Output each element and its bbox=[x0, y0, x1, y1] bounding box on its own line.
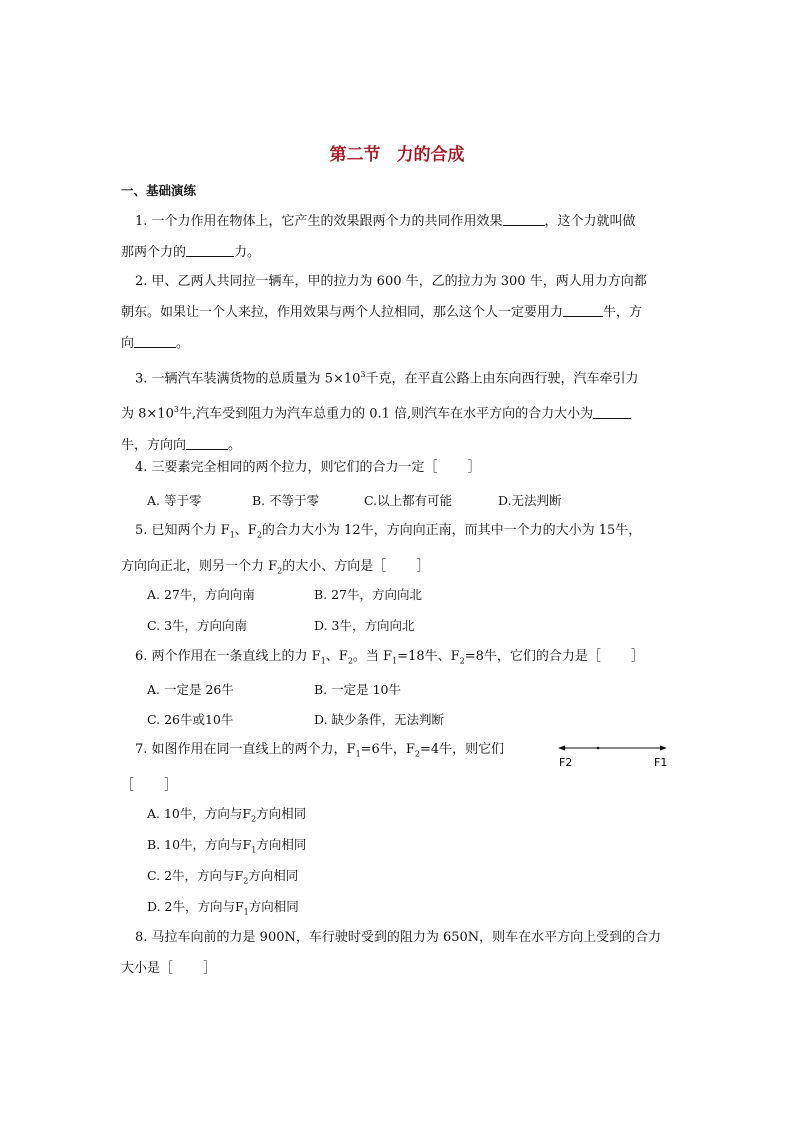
q7-option-d: D. 2牛，方向与$F_1$方向相同 bbox=[147, 899, 299, 917]
q6-text-5: =8牛，它们的合力是［ ］ bbox=[464, 649, 645, 664]
q6-text-3: 。当 F bbox=[352, 649, 393, 664]
q6-text-1: 6. 两个作用在一条直线上的力 F bbox=[135, 649, 321, 664]
q7-sub-1: 1 bbox=[355, 749, 361, 759]
question-7 bbox=[121, 734, 561, 801]
q6-text-4: =18牛、F bbox=[397, 649, 460, 664]
question-3 bbox=[121, 359, 677, 461]
f1-arrowhead bbox=[660, 746, 667, 751]
q5-option-c: C. 3牛，方向向南 bbox=[147, 618, 248, 633]
q2-blank-1 bbox=[563, 302, 603, 317]
q5-sub-3: 2 bbox=[277, 566, 283, 576]
q3-text-1: 3. 一辆汽车装满货物的总质量为 5×10 bbox=[135, 371, 361, 387]
q3-text-5: 牛，方向向 bbox=[121, 437, 187, 453]
q1-text-1: 1. 一个力作用在物体上，它产生的效果跟两个力的共同作用效果 bbox=[135, 214, 503, 229]
q3-exponent-1: 3 bbox=[360, 370, 366, 379]
q4-option-c: C.以上都有可能 bbox=[364, 493, 453, 508]
q6-option-b: B. 一定是 10牛 bbox=[314, 682, 402, 697]
force-diagram bbox=[557, 738, 677, 770]
q5-text-4: 方向向正北，则另一个力 F bbox=[121, 558, 278, 574]
q7-sub-2: 2 bbox=[414, 749, 420, 759]
q1-text-4: 力。 bbox=[234, 245, 261, 260]
page-title bbox=[0, 140, 794, 165]
q8-text-1: 8. 马拉车向前的力是 900N，车行驶时受到的阻力为 650N，则车在水平方向上受到的合力 bbox=[135, 930, 662, 945]
f2-arrowhead bbox=[558, 746, 565, 751]
q3-blank-2 bbox=[186, 435, 228, 450]
f2-label: F2 bbox=[559, 756, 573, 769]
q1-blank-2 bbox=[186, 242, 234, 257]
q3-exponent-2: 3 bbox=[173, 405, 179, 415]
q5-option-d: D. 3牛，方向向北 bbox=[314, 618, 415, 633]
title-section-number: 第二节 bbox=[329, 145, 381, 165]
question-1 bbox=[121, 206, 677, 268]
q6-sub-4: 2 bbox=[459, 656, 465, 666]
q6-option-a: A. 一定是 26牛 bbox=[147, 682, 234, 697]
q2-text-2: 朝东。如果让一个人来拉，作用效果与两个人拉相同，那么这个人一定要用力 bbox=[121, 305, 564, 320]
q4-option-d: D.无法判断 bbox=[498, 493, 562, 508]
q6-sub-1: 1 bbox=[320, 656, 326, 666]
q1-blank-1 bbox=[503, 211, 545, 226]
question-8 bbox=[121, 922, 677, 984]
q5-option-b: B. 27牛，方向向北 bbox=[314, 587, 423, 602]
q1-text-2: ，这个力就叫做 bbox=[544, 214, 636, 229]
q7-text-3: =4牛，则它们 bbox=[419, 742, 505, 757]
q7-option-b: B. 10牛，方向与$F_1$方向相同 bbox=[147, 837, 307, 855]
q3-text-4: 牛,汽车受到阻力为汽车总重力的 0.1 倍,则汽车在水平方向的合力大小为 bbox=[178, 406, 594, 422]
q3-text-2: 千克，在平直公路上由东向西行驶，汽车牵引力 bbox=[365, 371, 639, 387]
title-topic: 力的合成 bbox=[396, 145, 465, 165]
q2-text-4: 向 bbox=[121, 336, 135, 351]
q4-option-b: B. 不等于零 bbox=[252, 493, 320, 508]
q6-sub-3: 1 bbox=[392, 656, 398, 666]
q1-text-3: 那两个力的 bbox=[121, 245, 187, 260]
q3-text-6: 。 bbox=[228, 437, 242, 453]
section-heading: 一、基础演练 bbox=[121, 183, 197, 198]
q2-blank-2 bbox=[134, 333, 176, 348]
question-2 bbox=[121, 266, 677, 359]
q5-text-3: 的合力大小为 12牛，方向向正南，而其中一个力的大小为 15牛， bbox=[261, 523, 642, 538]
question-6 bbox=[121, 641, 677, 677]
q3-blank-1 bbox=[593, 404, 631, 419]
q2-text-5: 。 bbox=[176, 336, 190, 351]
q7-option-c: C. 2牛，方向与$F_2$方向相同 bbox=[147, 868, 299, 886]
q6-option-d: D. 缺少条件，无法判断 bbox=[314, 712, 445, 727]
q6-text-2: 、F bbox=[325, 649, 348, 664]
q5-sub-1: 1 bbox=[229, 530, 235, 540]
f1-label: F1 bbox=[654, 756, 668, 769]
q3-text-3: 为 8×10 bbox=[121, 406, 174, 422]
q6-option-c: C. 26牛或10牛 bbox=[147, 712, 234, 727]
q5-sub-2: 2 bbox=[256, 530, 262, 540]
q7-bracket: ［ ］ bbox=[121, 777, 178, 793]
question-5 bbox=[121, 515, 677, 586]
q4-option-a: A. 等于零 bbox=[147, 493, 202, 508]
q7-text-2: =6牛，F bbox=[360, 742, 415, 757]
q2-text-3: 牛，方 bbox=[603, 305, 643, 320]
question-4 bbox=[121, 452, 677, 483]
q5-text-1: 5. 已知两个力 F bbox=[135, 523, 230, 538]
q7-text-1: 7. 如图作用在同一直线上的两个力，F bbox=[135, 742, 356, 757]
q6-sub-2: 2 bbox=[347, 656, 353, 666]
q5-text-2: 、F bbox=[234, 523, 257, 538]
q5-option-a: A. 27牛，方向向南 bbox=[147, 587, 255, 602]
q7-option-a: A. 10牛，方向与$F_2$方向相同 bbox=[147, 806, 307, 824]
q5-text-5: 的大小、方向是［ ］ bbox=[282, 558, 430, 574]
q2-text-1: 2. 甲、乙两人共同拉一辆车，甲的拉力为 600 牛，乙的拉力为 300 牛，两人用力方向都 bbox=[135, 274, 647, 289]
q8-text-2: 大小是［ ］ bbox=[121, 961, 217, 976]
force-origin-point bbox=[597, 747, 600, 750]
q4-stem: 4. 三要素完全相同的两个拉力，则它们的合力一定［ ］ bbox=[135, 460, 481, 475]
